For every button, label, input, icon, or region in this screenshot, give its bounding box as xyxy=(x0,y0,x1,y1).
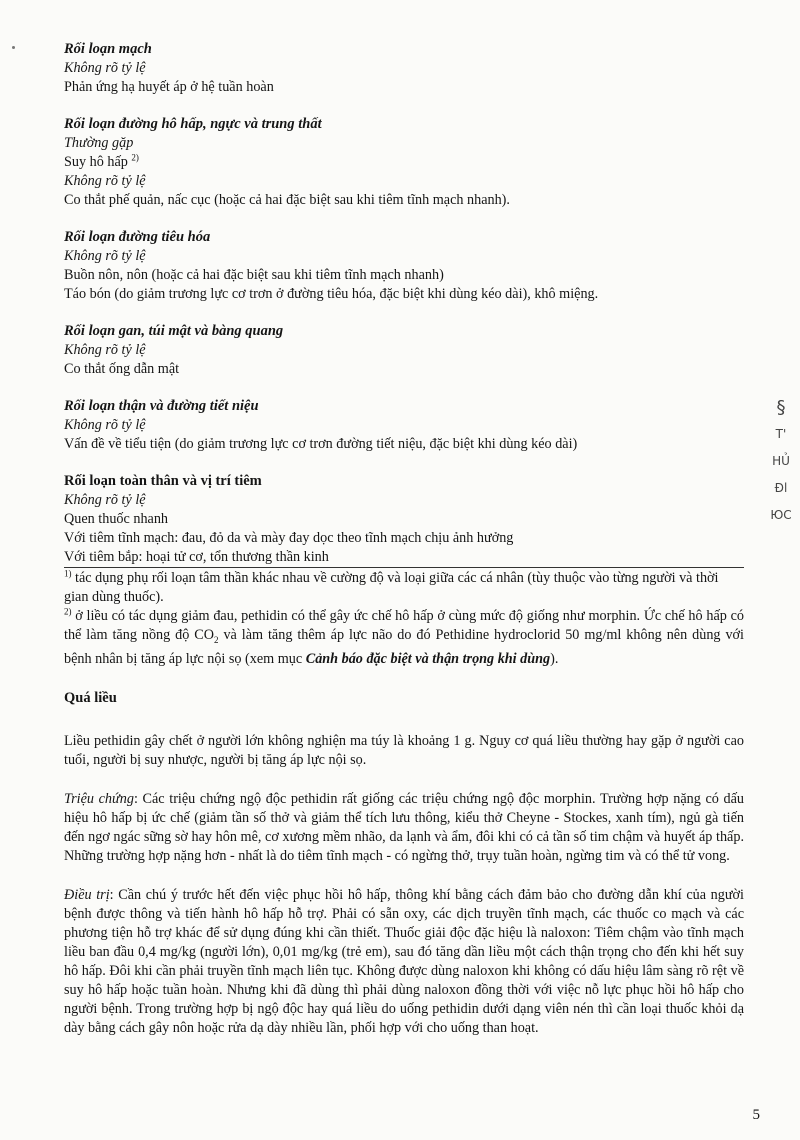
margin-mark-3: Đl xyxy=(774,481,788,495)
effect-line xyxy=(64,548,744,567)
line-text: Với tiêm bắp: hoại tử cơ, tổn thương thần kinh xyxy=(64,549,329,565)
frequency-label xyxy=(64,247,744,266)
effect-line xyxy=(64,78,744,97)
effect-line xyxy=(64,285,744,304)
margin-marks xyxy=(762,395,800,529)
effect-line xyxy=(64,153,744,172)
frequency-label xyxy=(64,172,744,191)
effect-line xyxy=(64,529,744,548)
line-text: Co thắt phế quản, nấc cục (hoặc cả hai đặc biệt sau khi tiêm tĩnh mạch nhanh). xyxy=(64,192,510,208)
footnotes xyxy=(64,567,744,669)
section-heading: Rối loạn thận và đường tiết niệu xyxy=(64,398,259,414)
section-gap xyxy=(64,454,744,472)
overdose-treatment xyxy=(64,886,744,1038)
line-text: Không rõ tỷ lệ xyxy=(64,173,146,189)
line-text: Phản ứng hạ huyết áp ở hệ tuần hoàn xyxy=(64,79,274,95)
line-text: Vấn đề về tiểu tiện (do giảm trương lực cơ trơn đường tiết niệu, đặc biệt khi dùng kéo dài) xyxy=(64,436,578,452)
overdose-heading: Quá liều xyxy=(64,689,117,706)
adverse-effects-sections xyxy=(64,40,744,567)
symptoms-text: : Các triệu chứng ngộ độc pethidin rất giống các triệu chứng ngộ độc morphin. Trường hợp nặng có dấu hiệu hô hấp bị ức chế (giảm tần số thở và giảm thể tích lưu thông, kiểu thở Cheyne - Stockes, xanh tím), ngủ gà tiến đến ngơ ngác sững sờ hay hôn mê, cơ xương mềm nhão, da lạnh và ẩm, đôi khi có cả tần số tim chậm và huyết áp thấp. Những trường hợp nặng hơn - nhất là do tiêm tĩnh mạch - có ngừng thở, trụy tuần hoàn, ngừng tim và có thể tử vong. xyxy=(64,790,744,864)
section-heading: Rối loạn đường hô hấp, ngực và trung thất xyxy=(64,116,322,132)
effect-line xyxy=(64,191,744,210)
treatment-text: : Cần chú ý trước hết đến việc phục hồi hô hấp, thông khí bằng cách đảm bảo cho đường dẫn khí của người bệnh được thông và tiến hành hô hấp hỗ trợ. Phải có sẵn oxy, các dịch truyền tĩnh mạch, các thuốc co mạch và các phương tiện hỗ trợ khác để sử dụng đúng khi cần thiết. Thuốc giải độc đặc hiệu là naloxon: Tiêm chậm vào tĩnh mạch liều ban đầu 0,4 mg/kg (người lớn), 0,01 mg/kg (trẻ em), sau đó tăng dần liều một cách thận trọng cho đến khi hết suy hô hấp. Đôi khi cần phải truyền tĩnh mạch liên tục. Không được dùng naloxon khi không có dấu hiệu lâm sàng rõ rệt về suy hô hấp hoặc tuần hoàn. Nhưng khi đã dùng thì phải dùng naloxon đồng thời với việc nỗ lực phục hồi hô hấp cho người bệnh. Trong trường hợp bị ngộ độc hay quá liều do uống pethidin dưới dạng viên nén thì cần loại thuốc khỏi dạ dày bằng cách gây nôn hoặc rửa dạ dày nhiều lần, phối hợp với cho uống than hoạt. xyxy=(64,886,745,1036)
footnote-1-text: tác dụng phụ rối loạn tâm thần khác nhau về cường độ và loại giữa các cá nhân (tùy thuộc vào từng người và thời gian dùng thuốc). xyxy=(64,570,719,605)
margin-mark-2: HỦ xyxy=(772,454,790,468)
footnote-2 xyxy=(64,607,744,669)
symptoms-label: Triệu chứng xyxy=(64,790,134,807)
section-heading: Rối loạn mạch xyxy=(64,41,152,57)
page-number: 5 xyxy=(752,1107,760,1123)
frequency-label xyxy=(64,416,744,435)
frequency-label xyxy=(64,341,744,360)
section-heading: Rối loạn toàn thân và vị trí tiêm xyxy=(64,473,262,489)
section-gap xyxy=(64,210,744,228)
footnote-1-mark: 1) xyxy=(64,568,72,579)
footnote-2-text-b: và làm tăng thêm áp lực não do đó Pethidine hydroclorid 50 mg/ml không nên dùng với bệnh nhân bị tăng áp lực nội sọ (xem mục xyxy=(64,627,744,667)
effect-line xyxy=(64,510,744,529)
line-text: Suy hô hấp xyxy=(64,154,128,170)
section-gap xyxy=(64,97,744,115)
margin-mark-4: ЮС xyxy=(770,508,792,522)
section-gap xyxy=(64,304,744,322)
line-text: Táo bón (do giảm trương lực cơ trơn ở đường tiêu hóa, đặc biệt khi dùng kéo dài), khô miệng. xyxy=(64,286,599,302)
line-text: Quen thuốc nhanh xyxy=(64,511,169,527)
line-text: Thường gặp xyxy=(64,135,134,151)
section-gap xyxy=(64,379,744,397)
section-heading: Rối loạn đường tiêu hóa xyxy=(64,229,211,245)
line-text: Buồn nôn, nôn (hoặc cả hai đặc biệt sau khi tiêm tĩnh mạch nhanh) xyxy=(64,267,444,283)
footnote-2-end: ). xyxy=(550,650,559,667)
line-text: Với tiêm tĩnh mạch: đau, đỏ da và mày đay dọc theo tĩnh mạch chịu ảnh hưởng xyxy=(64,530,514,546)
footnote-2-crossref: Cảnh báo đặc biệt và thận trọng khi dùng xyxy=(305,650,551,667)
line-text: Không rõ tỷ lệ xyxy=(64,417,146,433)
margin-mark-1: T' xyxy=(775,427,787,441)
effect-line xyxy=(64,360,744,379)
line-text: Không rõ tỷ lệ xyxy=(64,342,146,358)
section-heading: Rối loạn gan, túi mật và bàng quang xyxy=(64,323,284,339)
frequency-label xyxy=(64,59,744,78)
frequency-label xyxy=(64,491,744,510)
line-text: Co thắt ống dẫn mật xyxy=(64,361,180,377)
line-text: Không rõ tỷ lệ xyxy=(64,248,146,264)
footnote-2-text-a: ở liều có tác dụng giảm đau, pethidin có thể gây ức chế hô hấp ở cùng mức độ giống như morphin. Ức chế hô hấp có thể làm tăng nồng độ CO xyxy=(64,608,744,643)
margin-stamp-icon: § xyxy=(776,397,786,418)
effect-line xyxy=(64,435,744,454)
line-text: Không rõ tỷ lệ xyxy=(64,492,146,508)
overdose-symptoms xyxy=(64,790,744,866)
treatment-label: Điều trị xyxy=(64,886,110,903)
document-page xyxy=(64,40,744,1038)
overdose-intro: Liều pethidin gây chết ở người lớn không nghiện ma túy là khoảng 1 g. Nguy cơ quá liều thường hay gặp ở người cao tuổi, người bị suy nhược, người bị tăng áp lực nội sọ. xyxy=(64,732,744,768)
footnote-2-subscript: 2 xyxy=(214,634,219,645)
effect-line xyxy=(64,266,744,285)
frequency-label xyxy=(64,134,744,153)
footnote-ref: 2) xyxy=(131,152,139,163)
footnote-2-mark: 2) xyxy=(64,606,72,617)
line-text: Không rõ tỷ lệ xyxy=(64,60,146,76)
footnote-1 xyxy=(64,569,744,607)
